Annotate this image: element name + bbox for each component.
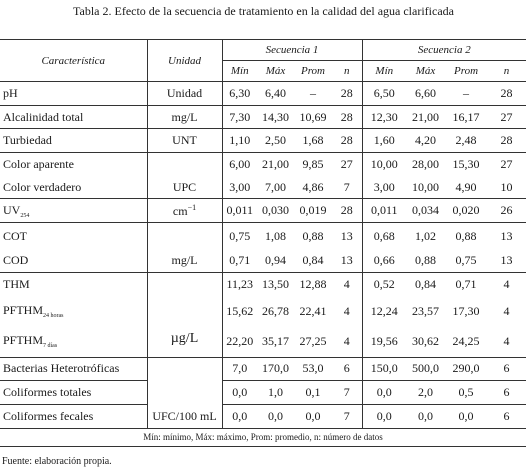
s2-n: 13	[500, 253, 513, 268]
group-unit-organic: mg/L	[147, 223, 222, 273]
header-sequence-1: Secuencia 1	[222, 40, 362, 61]
s2-n: 4	[487, 273, 526, 296]
row-unit: $cm^{-1}$	[147, 199, 222, 223]
table-row-color-verdadero	[0, 176, 526, 199]
group-unit-thm: µg/L	[147, 273, 222, 357]
s2-n: 4	[503, 303, 510, 318]
s2-max: 4,20	[406, 129, 445, 153]
row-name: $PFTHM_{24 horas}$	[0, 296, 147, 326]
s2-min: 0,66	[373, 253, 395, 268]
table-caption: Tabla 2. Efecto de la secuencia de tratamiento en la calidad del agua clarificada	[73, 4, 454, 18]
s1-n: 4	[332, 273, 362, 296]
s2-max: 0,0	[406, 404, 445, 428]
s1-prom: 22,41	[299, 303, 327, 318]
s1-max: 14,30	[257, 105, 294, 129]
table-row-uv254	[0, 199, 526, 223]
s2-n: 27	[487, 153, 526, 176]
s1-min: 15,62	[226, 303, 254, 318]
s1-min: 3,00	[229, 179, 251, 194]
row-name: Coliformes fecales	[0, 404, 147, 428]
s1-prom: 53,0	[294, 357, 332, 381]
s2-prom: 0,71	[445, 273, 487, 296]
source-note: Fuente: elaboración propia.	[2, 456, 112, 467]
s2-min: 0,011	[362, 199, 406, 223]
s2-prom: 0,0	[445, 404, 487, 428]
s1-max: 1,08	[257, 223, 294, 250]
s1-n: 4	[332, 296, 362, 326]
s2-max: 0,84	[406, 273, 445, 296]
s2-prom: 2,48	[445, 129, 487, 153]
table-row-cot	[0, 223, 526, 250]
s2-min: 19,56	[370, 333, 398, 348]
s2-n: 27	[487, 105, 526, 129]
header-characteristic: Característica	[0, 40, 147, 82]
s2-min: 3,00	[373, 179, 395, 194]
table-row-thm	[0, 273, 526, 296]
s1-prom: 4,86	[302, 179, 324, 194]
row-name: pH	[0, 82, 147, 106]
header-s1-n: n	[332, 61, 362, 82]
water-quality-table	[0, 39, 526, 447]
row-name: Bacterias Heterotróficas	[0, 357, 147, 381]
s1-n: 28	[332, 199, 362, 223]
s2-min: 6,50	[373, 85, 395, 100]
table-row-color-aparente	[0, 153, 526, 176]
s1-n: 7	[332, 381, 362, 405]
s2-prom: 15,30	[445, 153, 487, 176]
s2-prom: 290,0	[445, 357, 487, 381]
s1-max: 26,78	[262, 303, 289, 318]
s1-min: 0,011	[222, 199, 257, 223]
s2-min: 0,52	[362, 273, 406, 296]
s1-n: 28	[332, 82, 362, 106]
s2-max: 30,62	[412, 333, 440, 348]
s2-prom: 0,75	[455, 253, 477, 268]
header-s2-prom: Prom	[445, 61, 487, 82]
s2-min: 1,60	[362, 129, 406, 153]
s2-n: 10	[500, 179, 513, 194]
row-name: Color aparente	[0, 153, 147, 176]
s2-min: 10,00	[362, 153, 406, 176]
s2-n: 26	[487, 199, 526, 223]
s1-n: 13	[332, 223, 362, 250]
s2-max: 10,00	[412, 179, 440, 194]
s1-prom: 0,88	[294, 223, 332, 250]
row-name: Turbiedad	[0, 129, 147, 153]
header-s2-min: Mín	[362, 61, 406, 82]
s1-max: 0,0	[257, 404, 294, 428]
table-row-pfthm-24h	[0, 296, 526, 326]
s1-max: 21,00	[257, 153, 294, 176]
s2-max: 0,88	[415, 253, 437, 268]
s1-min: 6,30	[229, 85, 251, 100]
s1-min: 7,0	[222, 357, 257, 381]
table-footnote-row	[0, 428, 526, 446]
s2-prom: 0,5	[445, 381, 487, 405]
s1-prom: –	[310, 85, 316, 100]
s1-prom: 0,0	[294, 404, 332, 428]
s2-n: 6	[487, 404, 526, 428]
group-unit-color: UPC	[147, 153, 222, 199]
s1-min: 6,00	[222, 153, 257, 176]
s1-n: 4	[332, 326, 362, 357]
s2-min: 0,0	[362, 404, 406, 428]
s1-n: 7	[332, 404, 362, 428]
s1-min: 0,75	[222, 223, 257, 250]
row-unit: mg/L	[147, 105, 222, 129]
s1-max: 13,50	[257, 273, 294, 296]
row-name: $UV_{254}$	[0, 199, 147, 223]
s1-max: 0,94	[265, 253, 286, 268]
s2-min: 150,0	[362, 357, 406, 381]
row-name: Alcalinidad total	[0, 105, 147, 129]
s2-n: 13	[487, 223, 526, 250]
row-name: THM	[0, 273, 147, 296]
table-footnote: Mín: mínimo, Máx: máximo, Prom: promedio, n: número de datos	[0, 428, 526, 446]
s1-min: 0,0	[222, 381, 257, 405]
s2-max: 500,0	[406, 357, 445, 381]
header-s2-max: Máx	[406, 61, 445, 82]
s2-prom: 0,020	[445, 199, 487, 223]
table-row-alcalinidad	[0, 105, 526, 129]
s1-min: 0,71	[229, 253, 251, 268]
s2-n: 6	[487, 357, 526, 381]
s1-prom: 9,85	[294, 153, 332, 176]
s1-n: 13	[332, 250, 362, 273]
s1-prom: 0,84	[302, 253, 324, 268]
s1-prom: 0,019	[294, 199, 332, 223]
s2-max: 23,57	[412, 303, 440, 318]
s2-prom: 16,17	[445, 105, 487, 129]
s1-n: 28	[332, 105, 362, 129]
s2-n: 4	[503, 333, 510, 348]
s2-max: 28,00	[406, 153, 445, 176]
row-name: Color verdadero	[0, 176, 147, 199]
s1-n: 28	[332, 129, 362, 153]
s2-n: 6	[487, 381, 526, 405]
s2-min: 0,68	[362, 223, 406, 250]
s1-max: 1,0	[257, 381, 294, 405]
s2-max: 6,60	[415, 85, 437, 100]
s1-n: 6	[332, 357, 362, 381]
s1-min: 1,10	[222, 129, 257, 153]
s1-prom: 12,88	[294, 273, 332, 296]
header-s2-n: n	[487, 61, 526, 82]
s2-max: 1,02	[406, 223, 445, 250]
header-sequence-2: Secuencia 2	[362, 40, 526, 61]
row-name: COT	[0, 223, 147, 250]
s2-max: 0,034	[406, 199, 445, 223]
s1-n: 27	[332, 153, 362, 176]
table-row-bacterias	[0, 357, 526, 381]
group-unit-bacteria: UFC/100 mL	[147, 357, 222, 428]
s1-prom: 27,25	[299, 333, 327, 348]
header-s1-prom: Prom	[294, 61, 332, 82]
s1-prom: 0,1	[294, 381, 332, 405]
s1-min: 22,20	[226, 333, 254, 348]
s1-max: 170,0	[257, 357, 294, 381]
s2-n: 28	[487, 129, 526, 153]
row-name: COD	[0, 250, 147, 273]
row-unit: UNT	[147, 129, 222, 153]
header-unit: Unidad	[147, 40, 222, 82]
s2-prom: –	[463, 85, 470, 100]
table-row-coliformes-totales	[0, 381, 526, 405]
s2-max: 2,0	[406, 381, 445, 405]
s1-prom: 1,68	[294, 129, 332, 153]
s2-prom: 4,90	[455, 179, 477, 194]
s1-max: 7,00	[265, 179, 286, 194]
row-unit: Unidad	[147, 82, 222, 106]
table-row-cod	[0, 250, 526, 273]
s2-n: 28	[500, 85, 513, 100]
s1-min: 11,23	[222, 273, 257, 296]
s1-max: 6,40	[265, 85, 286, 100]
s1-max: 0,030	[257, 199, 294, 223]
s2-max: 21,00	[406, 105, 445, 129]
s1-max: 2,50	[257, 129, 294, 153]
table-row-coliformes-fecales	[0, 404, 526, 428]
s1-n: 7	[332, 176, 362, 199]
s2-min: 0,0	[362, 381, 406, 405]
table-row-ph	[0, 82, 526, 106]
s2-min: 12,30	[362, 105, 406, 129]
s1-min: 0,0	[222, 404, 257, 428]
header-s1-max: Máx	[257, 61, 294, 82]
table-row-pfthm-7d	[0, 326, 526, 357]
s1-max: 35,17	[262, 333, 289, 348]
s2-prom: 24,25	[452, 333, 480, 348]
s2-min: 12,24	[370, 303, 398, 318]
s1-prom: 10,69	[294, 105, 332, 129]
header-s1-min: Mín	[222, 61, 257, 82]
s1-min: 7,30	[222, 105, 257, 129]
s2-prom: 0,88	[445, 223, 487, 250]
row-name: $PFTHM_{7 días}$	[0, 326, 147, 357]
s2-prom: 17,30	[452, 303, 480, 318]
row-name: Coliformes totales	[0, 381, 147, 405]
table-row-turbiedad	[0, 129, 526, 153]
